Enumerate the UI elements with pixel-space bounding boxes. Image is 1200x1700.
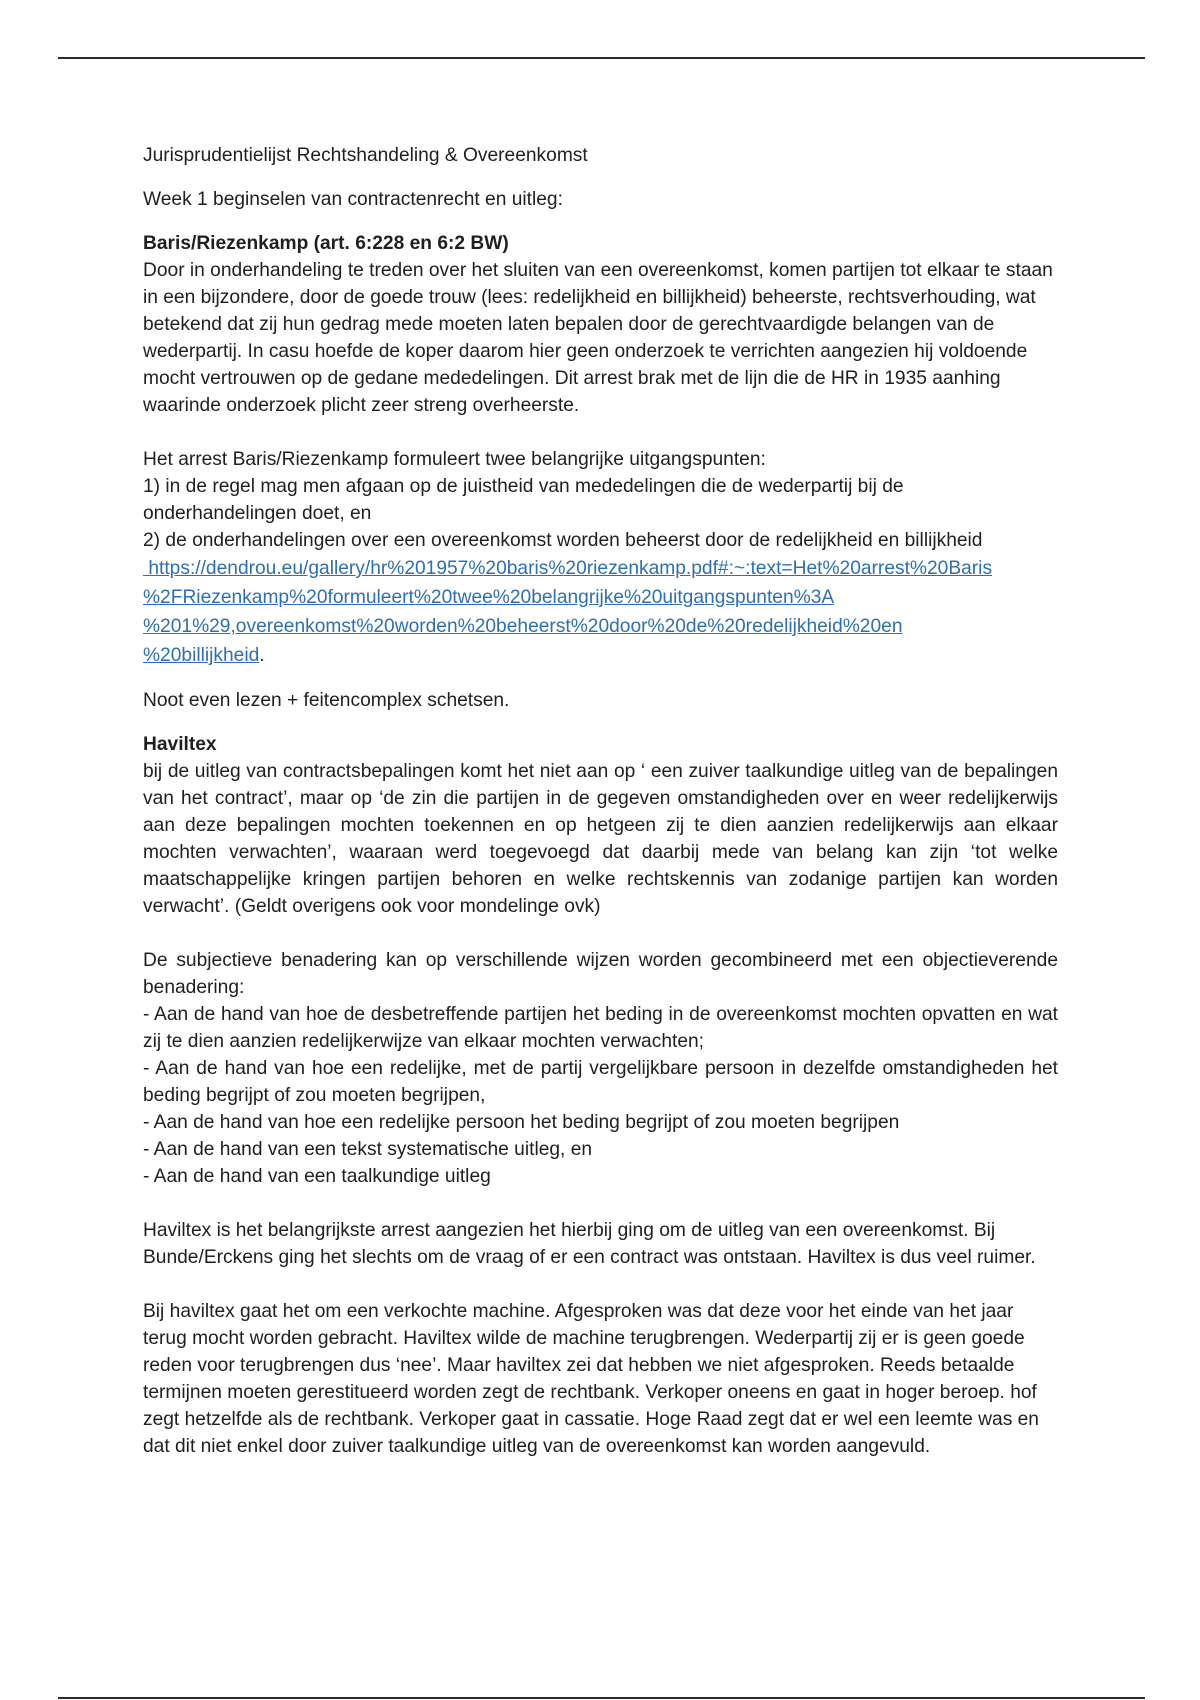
week-heading: Week 1 beginselen van contractenrecht en uitleg: (143, 189, 563, 210)
baris-intro: Het arrest Baris/Riezenkamp formuleert twee belangrijke uitgangspunten: (143, 449, 766, 470)
document-title: Jurisprudentielijst Rechtshandeling & Overeenkomst (143, 145, 588, 166)
baris-heading: Baris/Riezenkamp (art. 6:228 en 6:2 BW) (143, 233, 509, 254)
list-item: - Aan de hand van een tekst systematische uitleg, en (143, 1139, 593, 1160)
haviltex-body: bij de uitleg van contractsbepalingen komt het niet aan op ‘ een zuiver taalkundige uitleg van de bepalingen van het contract’, maar op ‘de zin die partijen in de gegeven omstandigheden over en weer redelijkerwijs aan deze bepalingen mochten toekennen en op hetgeen zij te dien aanzien redelijkerwijs aan elkaar mochten verwachten’, waaraan werd toegevoegd dat daarbij mede van belang kan zijn ‘tot welke maatschappelijke kringen partijen behoren en welke rechtskennis van zodanige partijen kan worden verwacht’. (Geldt overigens ook voor mondelinge ovk) (143, 761, 1058, 917)
baris-pdf-link[interactable]: https://dendrou.eu/gallery/hr%201957%20baris%20riezenkamp.pdf#:~:text=Het%20arrest%20Baris %2FRiezenkamp%20formuleert%20twee%20belangrijke%20uitgangspunten%3A %201%29,overeenkomst%20worden%20beheerst%20door%20de%20redelijkheid%20en %20billijkheid (143, 558, 993, 666)
haviltex-importance: Haviltex is het belangrijkste arrest aangezien het hierbij ging om de uitleg van een overeenkomst. Bij Bunde/Erckens ging het slechts om de vraag of er een contract was ontstaan. Haviltex is dus veel ruimer. (143, 1220, 1036, 1268)
baris-point-2: 2) de onderhandelingen over een overeenkomst worden beheerst door de redelijkheid en billijkheid (143, 530, 983, 551)
document-body (143, 142, 1058, 1460)
footer-rule (58, 1697, 1145, 1699)
header-rule (58, 57, 1145, 59)
list-item: - Aan de hand van een taalkundige uitleg (143, 1166, 491, 1187)
haviltex-heading: Haviltex (143, 734, 217, 755)
list-item: - Aan de hand van hoe een redelijke, met de partij vergelijkbare persoon in dezelfde omstandigheden het beding begrijpt of zou moeten begrijpen, (143, 1058, 1058, 1106)
haviltex-approach: De subjectieve benadering kan op verschillende wijzen worden gecombineerd met een objectieverende benadering: (143, 950, 1058, 998)
baris-body: Door in onderhandeling te treden over het sluiten van een overeenkomst, komen partijen tot elkaar te staan in een bijzondere, door de goede trouw (lees: redelijkheid en billijkheid) beheerste, rechtsverhouding, wat betekend dat zij hun gedrag mede moeten laten bepalen door de gerechtvaardigde belangen van de wederpartij. In casu hoefde de koper daarom hier geen onderzoek te verrichten aangezien hij voldoende mocht vertrouwen op de gedane mededelingen. Dit arrest brak met de lijn die de HR in 1935 aanhing waarinde onderzoek plicht zeer streng overheerste. (143, 260, 1053, 416)
list-item: - Aan de hand van hoe de desbetreffende partijen het beding in de overeenkomst mochten opvatten en wat zij te dien aanzien redelijkerwijze van elkaar mochten verwachten; (143, 1004, 1058, 1052)
list-item: - Aan de hand van hoe een redelijke persoon het beding begrijpt of zou moeten begrijpen (143, 1112, 900, 1133)
baris-link-block: https://dendrou.eu/gallery/hr%201957%20baris%20riezenkamp.pdf#:~:text=Het%20arrest%20Baris %2FRiezenkamp%20formuleert%20twee%20belangrijke%20uitgangspunten%3A %201%29,overeenkomst%20worden%20beheerst%20door%20de%20redelijkheid%20en %20billijkheid. (143, 558, 993, 666)
haviltex-facts: Bij haviltex gaat het om een verkochte machine. Afgesproken was dat deze voor het einde van het jaar terug mocht worden gebracht. Haviltex wilde de machine terugbrengen. Wederpartij zij er is geen goede reden voor terugbrengen dus ‘nee’. Maar haviltex zei dat hebben we niet afgesproken. Reeds betaalde termijnen moeten gerestitueerd worden zegt de rechtbank. Verkoper oneens en gaat in hoger beroep. hof zegt hetzelfde als de rechtbank. Verkoper gaat in cassatie. Hoge Raad zegt dat er wel een leemte was en dat dit niet enkel door zuiver taalkundige uitleg van de overeenkomst kan worden aangevuld. (143, 1301, 1039, 1457)
baris-point-1: 1) in de regel mag men afgaan op de juistheid van mededelingen die de wederpartij bij de onderhandelingen doet, en (143, 476, 904, 524)
baris-note: Noot even lezen + feitencomplex schetsen. (143, 690, 510, 711)
